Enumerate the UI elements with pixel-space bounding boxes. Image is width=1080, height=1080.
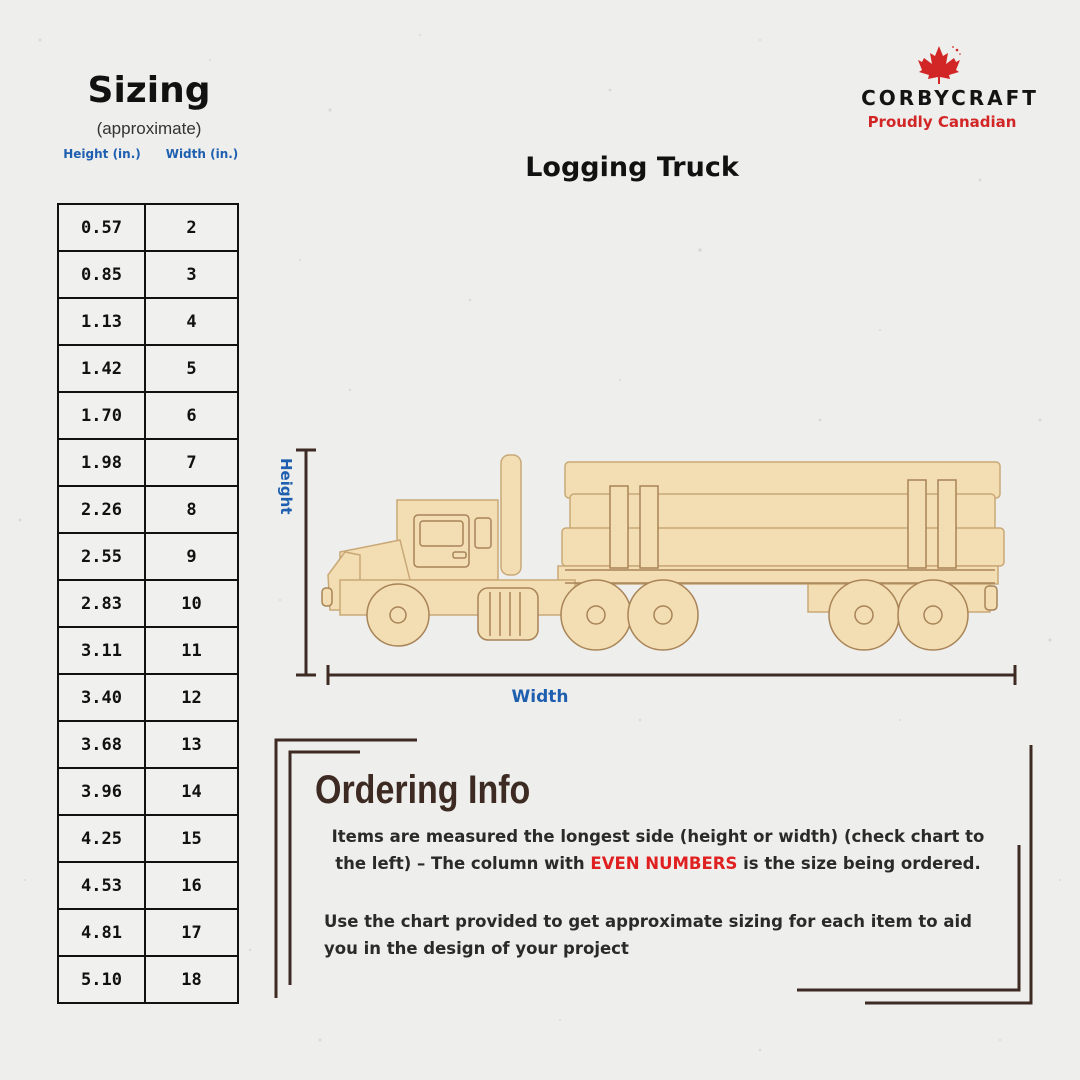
table-row: [58, 533, 238, 580]
sizing-table: [57, 203, 239, 1004]
table-row: [58, 721, 238, 768]
table-row: [58, 627, 238, 674]
height-cell: 2.26: [58, 486, 145, 533]
width-column-header: Width (in.): [165, 147, 239, 161]
width-cell: 3: [145, 251, 238, 298]
height-cell: 5.10: [58, 956, 145, 1003]
width-cell: 17: [145, 909, 238, 956]
width-cell: 4: [145, 298, 238, 345]
height-cell: 3.40: [58, 674, 145, 721]
width-cell: 16: [145, 862, 238, 909]
width-cell: 2: [145, 204, 238, 251]
width-dimension-line: [328, 665, 1015, 685]
width-cell: 12: [145, 674, 238, 721]
height-cell: 3.96: [58, 768, 145, 815]
maple-leaf-icon: [916, 44, 962, 84]
width-cell: 7: [145, 439, 238, 486]
height-cell: 3.68: [58, 721, 145, 768]
height-column-header: Height (in.): [63, 147, 141, 161]
table-row: [58, 815, 238, 862]
ordering-text-part: Items are measured the longest side (height or width) (check chart to the left) – The column with: [331, 827, 985, 873]
width-cell: 8: [145, 486, 238, 533]
table-row: [58, 674, 238, 721]
logging-truck-illustration: [290, 440, 1030, 685]
width-label: Width: [511, 687, 569, 707]
table-row: [58, 956, 238, 1003]
width-cell: 10: [145, 580, 238, 627]
width-cell: 18: [145, 956, 238, 1003]
height-cell: 2.55: [58, 533, 145, 580]
table-row: [58, 580, 238, 627]
product-title: Logging Truck: [525, 152, 739, 183]
table-row: [58, 768, 238, 815]
width-cell: 11: [145, 627, 238, 674]
width-cell: 13: [145, 721, 238, 768]
height-cell: 4.53: [58, 862, 145, 909]
height-cell: 0.57: [58, 204, 145, 251]
ordering-info-title: Ordering Info: [315, 768, 531, 812]
table-row: [58, 862, 238, 909]
table-row: [58, 392, 238, 439]
ordering-text-part: is the size being ordered.: [737, 854, 981, 873]
table-row: [58, 909, 238, 956]
height-cell: 1.13: [58, 298, 145, 345]
width-cell: 9: [145, 533, 238, 580]
height-cell: 1.70: [58, 392, 145, 439]
height-cell: 1.98: [58, 439, 145, 486]
width-cell: 15: [145, 815, 238, 862]
height-dimension-line: [296, 450, 316, 675]
height-cell: 2.83: [58, 580, 145, 627]
brand-name: CORBYCRAFT: [861, 86, 1039, 110]
height-cell: 3.11: [58, 627, 145, 674]
sizing-subtitle: (approximate): [96, 119, 202, 138]
sizing-title: Sizing: [87, 70, 211, 111]
table-row: [58, 204, 238, 251]
brand-tagline: Proudly Canadian: [867, 113, 1017, 131]
width-cell: 5: [145, 345, 238, 392]
table-row: [58, 298, 238, 345]
ordering-info-paragraph-2: Use the chart provided to get approximate sizing for each item to aid you in the design of your project: [324, 912, 972, 958]
table-row: [58, 439, 238, 486]
width-cell: 6: [145, 392, 238, 439]
height-cell: 0.85: [58, 251, 145, 298]
fifth-wheel: [478, 588, 538, 640]
width-cell: 14: [145, 768, 238, 815]
table-row: [58, 345, 238, 392]
height-cell: 4.25: [58, 815, 145, 862]
even-numbers-highlight: EVEN NUMBERS: [590, 854, 738, 873]
height-cell: 4.81: [58, 909, 145, 956]
ordering-info-paragraph-1: [318, 823, 998, 877]
table-row: [58, 251, 238, 298]
table-row: [58, 486, 238, 533]
height-label: Height: [277, 458, 295, 515]
height-cell: 1.42: [58, 345, 145, 392]
